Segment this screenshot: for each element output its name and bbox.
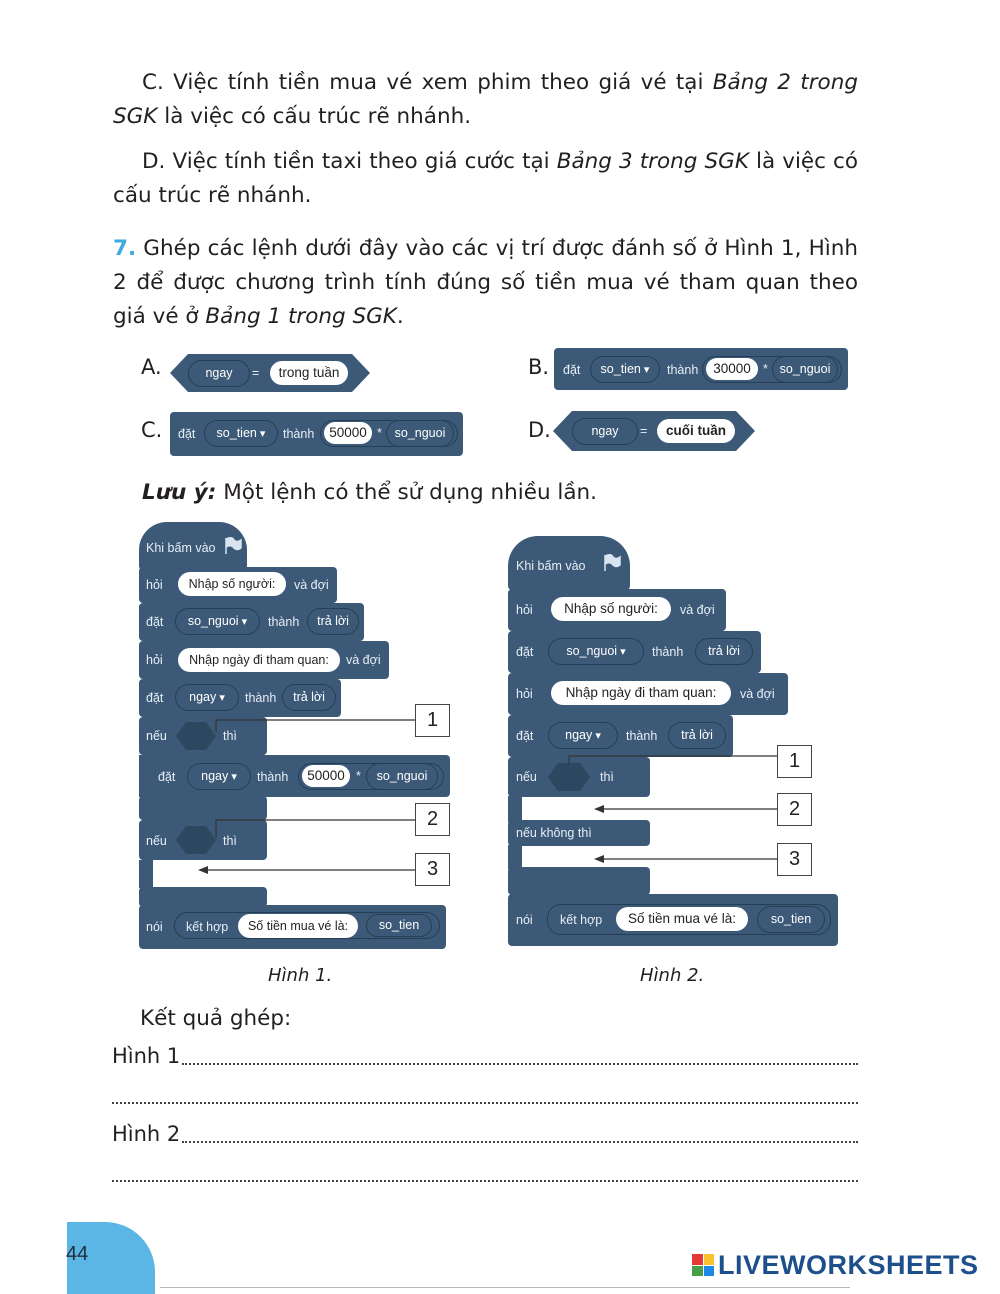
fig1-set-label: đặt bbox=[146, 615, 164, 629]
option-d-op: = bbox=[640, 424, 648, 438]
fig1-and-wait: và đợi bbox=[294, 578, 329, 592]
fig1-to-money-label: thành bbox=[257, 770, 289, 784]
fig1-if-arm-2[interactable] bbox=[139, 860, 153, 888]
fig1-to-day-label: thành bbox=[245, 691, 277, 705]
question-end: . bbox=[396, 304, 404, 329]
green-flag-icon-2 bbox=[602, 554, 622, 572]
fig2-join-label: kết hợp bbox=[560, 913, 603, 927]
fig1-marker-1: 1 bbox=[415, 704, 450, 737]
answer-line-fig1-cont[interactable] bbox=[112, 1080, 858, 1110]
answer-line-fig1[interactable] bbox=[112, 1041, 858, 1071]
fig1-when-flag-label: Khi bấm vào bbox=[146, 541, 216, 555]
fig1-pointer-lines bbox=[190, 700, 450, 900]
option-c-set: đặt bbox=[178, 427, 196, 441]
fig2-pointer-lines bbox=[560, 740, 790, 880]
fig1-msg-money: Số tiền mua vé là: bbox=[238, 914, 358, 938]
option-c-label: C. bbox=[141, 418, 163, 442]
fig1-set-money-label: đặt bbox=[158, 770, 176, 784]
option-b-mul: * bbox=[763, 362, 768, 376]
fig2-marker-1: 1 bbox=[777, 745, 812, 778]
question-text: Ghép các lệnh dưới đây vào các vị trí được đánh số ở Hình 1, Hình 2 để được chương trình tính đúng số tiền mua vé tham quan theo giá vé ở bbox=[113, 236, 858, 329]
fig2-prompt-day: Nhập ngày đi tham quan: bbox=[551, 681, 731, 705]
note bbox=[142, 476, 842, 510]
fig2-answer: trả lời bbox=[695, 638, 753, 665]
statement-d-end: là việc có cấu trúc rẽ nhánh. bbox=[113, 149, 859, 208]
fig2-else-label: nếu không thì bbox=[516, 826, 592, 840]
fig1-if-label-2: nếu bbox=[146, 834, 167, 848]
question-7 bbox=[113, 232, 858, 334]
fig2-if-arm[interactable] bbox=[508, 796, 522, 822]
option-c-to: thành bbox=[283, 427, 315, 441]
answer-label-fig1: Hình 1 bbox=[112, 1044, 181, 1068]
fig2-var-day: ngay ▾ bbox=[548, 722, 618, 749]
fig1-answer: trả lời bbox=[307, 608, 359, 635]
fig1-marker-2: 2 bbox=[415, 803, 450, 836]
statement-c-text: C. Việc tính tiền mua vé xem phim theo giá vé tại bbox=[142, 70, 713, 95]
fig1-set-day-label: đặt bbox=[146, 691, 164, 705]
fig1-mul: * bbox=[356, 769, 361, 783]
fig1-ask-day-label: hỏi bbox=[146, 653, 163, 667]
statement-d bbox=[113, 145, 858, 213]
option-b-to: thành bbox=[667, 363, 699, 377]
option-d-value: cuối tuần bbox=[657, 419, 735, 443]
note-text: Một lệnh có thể sử dụng nhiều lần. bbox=[216, 480, 598, 505]
option-c-var2: so_nguoi bbox=[386, 420, 454, 447]
fig2-var-people: so_nguoi ▾ bbox=[548, 638, 644, 665]
fig1-join-label: kết hợp bbox=[186, 920, 229, 934]
answer-line-fig2-cont[interactable] bbox=[112, 1158, 858, 1188]
fig1-and-wait-2: và đợi bbox=[346, 653, 381, 667]
fig2-if-label: nếu bbox=[516, 770, 537, 784]
footer-divider bbox=[160, 1287, 850, 1288]
fig2-set-label: đặt bbox=[516, 645, 534, 659]
fig2-to-day-label: thành bbox=[626, 729, 658, 743]
fig2-and-wait: và đợi bbox=[680, 603, 715, 617]
liveworksheets-logo-icon bbox=[692, 1254, 714, 1276]
fig2-then-label: thì bbox=[600, 770, 614, 784]
option-c-mul: * bbox=[377, 426, 382, 440]
fig2-msg-money: Số tiền mua vé là: bbox=[616, 907, 748, 931]
fig1-if-label-1: nếu bbox=[146, 729, 167, 743]
fig1-prompt-people: Nhập số người: bbox=[178, 572, 286, 596]
fig1-var-people-2: so_nguoi bbox=[366, 763, 438, 790]
fig2-marker-3: 3 bbox=[777, 843, 812, 876]
fig2-answer-day: trả lời bbox=[668, 722, 726, 749]
option-d-var: ngay bbox=[572, 418, 638, 445]
option-b-num: 30000 bbox=[706, 358, 758, 380]
option-d-label: D. bbox=[528, 418, 551, 442]
option-b-var2: so_nguoi bbox=[772, 356, 838, 383]
fig1-to-label: thành bbox=[268, 615, 300, 629]
question-italic: Bảng 1 trong SGK bbox=[205, 304, 397, 329]
fig2-and-wait-2: và đợi bbox=[740, 687, 775, 701]
option-a-var: ngay bbox=[188, 360, 250, 387]
option-b-var: so_tien ▾ bbox=[590, 356, 660, 383]
fig2-when-flag-label: Khi bấm vào bbox=[516, 559, 586, 573]
fig1-num-50000: 50000 bbox=[302, 765, 350, 787]
answer-line-fig2[interactable] bbox=[112, 1119, 858, 1149]
fig1-then-label-1: thì bbox=[223, 729, 237, 743]
fig1-marker-3: 3 bbox=[415, 853, 450, 886]
statement-d-italic: Bảng 3 trong SGK bbox=[556, 149, 749, 174]
fig1-say-label: nói bbox=[146, 920, 163, 934]
green-flag-icon bbox=[223, 537, 243, 555]
fig1-var-people: so_nguoi ▾ bbox=[175, 608, 260, 635]
fig2-prompt-people: Nhập số người: bbox=[551, 597, 671, 621]
fig2-set-day-label: đặt bbox=[516, 729, 534, 743]
fig1-var-money: so_tien bbox=[366, 914, 432, 937]
option-c-num: 50000 bbox=[324, 422, 372, 444]
option-a-label: A. bbox=[141, 355, 162, 379]
fig2-ask-day-label: hỏi bbox=[516, 687, 533, 701]
statement-c-italic: Bảng 2 trong SGK bbox=[113, 70, 858, 129]
statement-c-end: là việc có cấu trúc rẽ nhánh. bbox=[157, 104, 472, 129]
note-label: Lưu ý: bbox=[142, 480, 217, 505]
fig1-then-label-2: thì bbox=[223, 834, 237, 848]
fig1-answer-day: trả lời bbox=[282, 684, 336, 711]
answer-label-fig2: Hình 2 bbox=[112, 1122, 181, 1146]
option-b-set: đặt bbox=[563, 363, 581, 377]
statement-d-text: D. Việc tính tiền taxi theo giá cước tại bbox=[142, 149, 557, 174]
fig2-marker-2: 2 bbox=[777, 793, 812, 826]
fig1-var-day: ngay ▾ bbox=[175, 684, 239, 711]
option-b-label: B. bbox=[528, 355, 550, 379]
fig2-else-arm[interactable] bbox=[508, 845, 522, 869]
page-number: 44 bbox=[66, 1243, 89, 1265]
fig1-ask-label: hỏi bbox=[146, 578, 163, 592]
fig2-say-label: nói bbox=[516, 913, 533, 927]
brand-name: LIVEWORKSHEETS bbox=[718, 1250, 979, 1280]
option-a-op: = bbox=[252, 366, 260, 380]
statement-c bbox=[113, 66, 858, 134]
option-a-value: trong tuần bbox=[270, 361, 348, 385]
fig1-caption: Hình 1. bbox=[268, 965, 333, 986]
fig1-prompt-day: Nhập ngày đi tham quan: bbox=[178, 648, 340, 672]
fig2-var-money: so_tien bbox=[757, 906, 825, 933]
question-number: 7. bbox=[113, 236, 137, 261]
fig1-var-day-2: ngay ▾ bbox=[187, 763, 251, 790]
option-c-var: so_tien ▾ bbox=[204, 420, 278, 447]
result-title: Kết quả ghép: bbox=[140, 1006, 292, 1031]
fig2-caption: Hình 2. bbox=[640, 965, 705, 986]
fig2-to-label: thành bbox=[652, 645, 684, 659]
fig2-ask-label: hỏi bbox=[516, 603, 533, 617]
